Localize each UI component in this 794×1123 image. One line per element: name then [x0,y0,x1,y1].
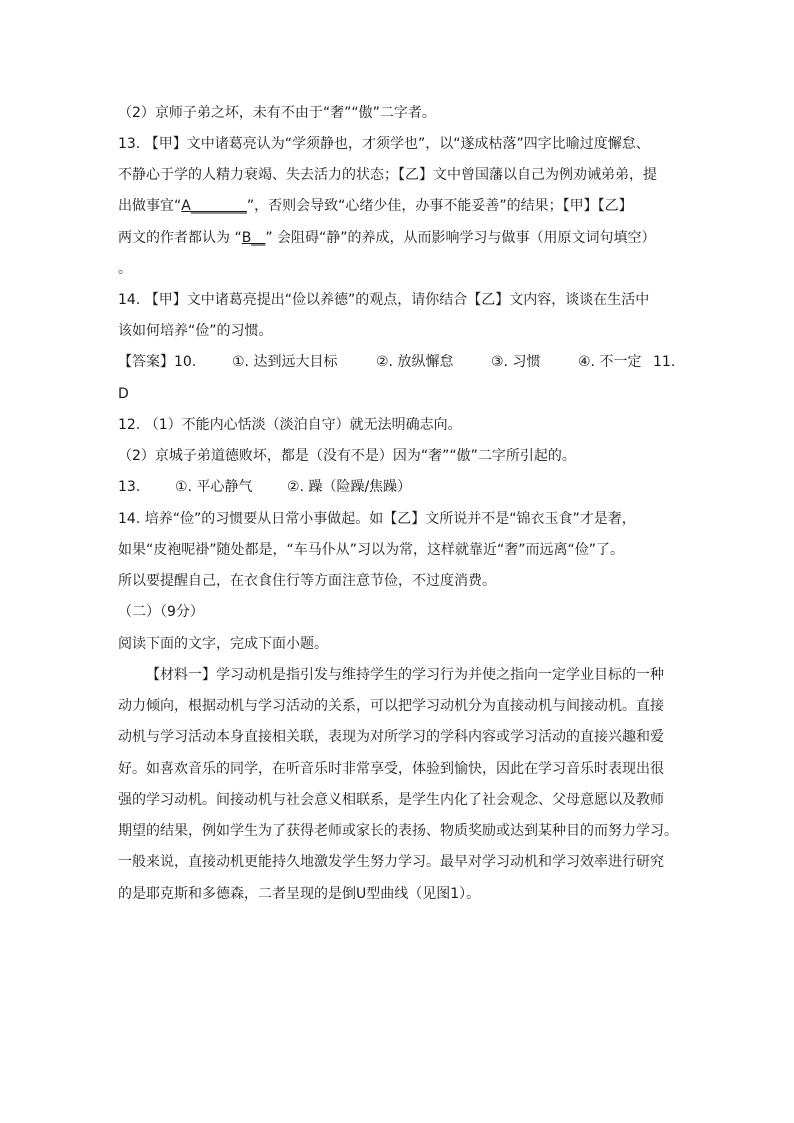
answer-14-line2: 如果“皮袍呢褂”随处都是，“车马仆从”习以为常，这样就靠近“奢”而远离“俭”了。 [118,542,625,558]
section2-heading: （二）（9分） [118,604,204,620]
q13-line3-post: ”，否则会导致“心绪少佳，办事不能妥善”的结果；【甲】【乙】 [246,198,633,214]
material1-line1: 【材料一】学习动机是指引发与维持学生的学习行为并使之指向一定学业目标的一种 [146,667,664,683]
answer-10-3: ③. 习惯 [491,354,541,370]
answer-13-number: 13. [118,479,141,495]
material1-line8: 的是耶克斯和多德森，二者呈现的是倒U型曲线（见图1）。 [118,886,481,902]
answer-14-line1: 14. 培养“俭”的习惯要从日常小事做起。如【乙】文所说并不是“锦衣玉食”才是奢， [118,511,636,527]
q13-line4 [118,228,656,248]
answer-10-1: ①. 达到远大目标 [232,354,338,370]
q13-line1: 13. 【甲】文中诸葛亮认为“学须静也，才须学也”，以“遂成枯落”四字比喻过度懈怠、 [118,136,650,152]
answer-10-2: ②. 放纵懈怠 [376,354,454,370]
material1-line2: 动力倾向，根据动机与学习活动的关系，可以把学习动机分为直接动机与间接动机。直接 [118,698,664,714]
answer-11: D [118,386,129,402]
blank-a: A________ [181,198,247,214]
answer-label: 【答案】10. [118,354,197,370]
q11-number: 11. [653,354,676,370]
q13-line3-pre: 出做事宜“ [118,198,182,214]
answer-10-4: ④. 不一定 [578,354,642,370]
section2-instruction: 阅读下面的文字，完成下面小题。 [118,636,328,652]
blank-b: B__ [241,230,266,246]
material1-line7: 一般来说，直接动机更能持久地激发学生努力学习。最早对学习动机和学习效率进行研究 [118,854,664,870]
q13-line3 [118,196,633,216]
material1-line5: 强的学习动机。间接动机与社会意义相联系，是学生内化了社会观念、父母意愿以及教师 [118,792,664,808]
q13-line2: 不静心于学的人精力衰竭、失去活力的状态；【乙】文中曾国藩以自己为例劝诫弟弟，提 [118,167,657,183]
material1-line3: 动机与学习活动本身直接相关联，表现为对所学习的学科内容或学习活动的直接兴趣和爱 [118,729,664,745]
q13-line5: 。 [118,261,132,277]
q13-line4-pre: 两文的作者都认为 “ [118,230,242,246]
q13-line4-post: ” 会阻碍“静”的养成，从而影响学习与做事（用原文词句填空） [265,230,656,246]
answer-13-2: ②. 躁（险躁/焦躁） [287,479,412,495]
q12-item2: （2）京师子弟之坏，未有不由于“奢”“傲”二字者。 [118,105,436,121]
answer-12-2: （2）京城子弟道德败坏，都是（没有不是）因为“奢”“傲”二字所引起的。 [118,448,576,464]
answer-13-1: ①. 平心静气 [175,479,253,495]
q14-line1: 14. 【甲】文中诸葛亮提出“俭以养德”的观点，请你结合【乙】文内容，谈谈在生活中 [118,292,650,308]
answer-12-1: 12. （1）不能内心恬淡（淡泊自守）就无法明确志向。 [118,417,462,433]
material1-line4: 好。如喜欢音乐的同学，在听音乐时非常享受，体验到愉快，因此在学习音乐时表现出很 [118,761,664,777]
q14-line2: 该如何培养“俭”的习惯。 [118,323,273,339]
material1-line6: 期望的结果，例如学生为了获得老师或家长的表扬、物质奖励或达到某种目的而努力学习。 [118,823,678,839]
answer-14-line3: 所以要提醒自己，在衣食住行等方面注意节俭，不过度消费。 [118,573,496,589]
